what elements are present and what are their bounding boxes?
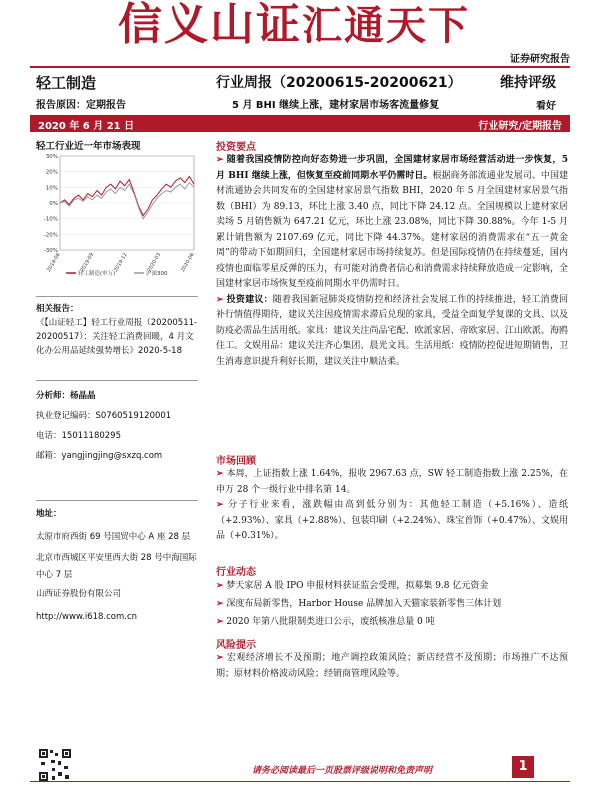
market-performance-chart bbox=[36, 150, 198, 278]
chart-x-tick-label: 2020-06 bbox=[180, 252, 196, 274]
chart-y-tick-label: 20% bbox=[45, 169, 58, 176]
page-number: 1 bbox=[512, 756, 534, 778]
sidebar-divider bbox=[36, 500, 198, 501]
address-taiyuan: 太原市府西街 69 号国贸中心 A 座 28 层 bbox=[36, 532, 191, 542]
section-title-industry-news: 行业动态 bbox=[216, 567, 256, 578]
section-title-highlights: 投资要点 bbox=[216, 142, 256, 153]
bullet-arrow-icon: ➢ bbox=[216, 617, 224, 627]
date-bar bbox=[30, 115, 570, 132]
company-name: 山西证券股份有限公司 bbox=[36, 589, 122, 599]
related-reports bbox=[36, 302, 198, 358]
company-website[interactable]: http://www.i618.com.cn bbox=[36, 612, 138, 622]
bullet-arrow-icon: ➢ bbox=[216, 294, 224, 305]
chart-series-line bbox=[60, 183, 194, 219]
chart-y-tick-label: -10% bbox=[43, 216, 58, 223]
advice-bold: 投资建议： bbox=[226, 294, 273, 305]
report-title: 行业周报（20200615-20200621） bbox=[216, 75, 462, 91]
header-divider bbox=[30, 66, 570, 68]
bullet-arrow-icon: ➢ bbox=[216, 599, 224, 609]
chart-x-tick-label: 2019-12 bbox=[113, 252, 129, 274]
industry-name: 轻工制造 bbox=[36, 74, 97, 92]
highlight-body: 根据商务部流通业发展司、中国建材流通协会共同发布的全国建材家居景气指数 BHI，2020 年 5 月全国建材家居景气指数（BHI）为 89.13，环比上涨 3.40 点，同比下降 24.12 点。全国规模以上建材家居卖场 5 月销售额为 647.21 亿元，环比上涨 23.08%，同比下降 30.88%。今年 1-5 月累计销售额为 2107.69 亿元，同比下降 44.37%。建材家居的消费需求在“五一黄金周”的带动下如期回归，全国建材家居市场持续复苏。但是国际疫情仍在持续蔓延，国内疫情也面临零星反弹的压力，有可能对消费者信心和消费需求持续释放造成一定影响，全国建材家居市场恢复至疫前同期水平仍需时日。 bbox=[216, 170, 568, 289]
report-headline: 5 月 BHI 继续上涨，建材家居市场客流量修复 bbox=[232, 100, 440, 111]
chart-y-tick-label: 10% bbox=[45, 185, 58, 192]
news-item-2: 深度布局新零售，Harbor House 品牌加入天猫家装新零售三体计划 bbox=[226, 599, 502, 609]
chart-legend-label: 沪深300 bbox=[146, 271, 168, 277]
logo-text-a: 信义山证 bbox=[118, 0, 302, 50]
chart-x-tick-label: 2019-06 bbox=[46, 252, 62, 274]
section-risks bbox=[216, 651, 568, 682]
analyst-cert: 执业登记编码：S0760519120001 bbox=[36, 411, 172, 421]
bullet-arrow-icon: ➢ bbox=[216, 500, 224, 510]
chart-x-tick-label: 2020-03 bbox=[146, 252, 163, 274]
bullet-arrow-icon: ➢ bbox=[216, 469, 224, 479]
news-item-1: 梦天家居 A 股 IPO 申报材料获证监会受理，拟募集 9.8 亿元资金 bbox=[226, 581, 489, 591]
related-title: 相关报告： bbox=[36, 304, 79, 314]
chart-y-tick-label: 30% bbox=[45, 154, 58, 160]
section-title-market-review: 市场回顾 bbox=[216, 456, 256, 467]
risk-text: 宏观经济增长不及预期；地产调控政策风险；新店经营不及预期；市场推广不达预期；原材料价格波动风险；经销商管理风险等。 bbox=[216, 653, 568, 679]
highlight-bold: 随着我国疫情防控向好态势进一步巩固，全国建材家居市场经营活动进一步恢复，5 月 BHI 继续上涨，但恢复至疫前同期水平仍需时日。 bbox=[216, 155, 568, 181]
address-info bbox=[36, 506, 198, 626]
qr-code-icon bbox=[38, 748, 72, 782]
chart-y-tick-label: 0% bbox=[49, 201, 58, 207]
bullet-arrow-icon: ➢ bbox=[216, 155, 224, 165]
chart-x-tick-label: 2019-09 bbox=[79, 252, 96, 274]
company-logo bbox=[118, 0, 470, 58]
analyst-phone: 电话：15011180295 bbox=[36, 431, 121, 441]
bullet-arrow-icon: ➢ bbox=[216, 581, 224, 591]
related-report-link[interactable]: 《【山证轻工】轻工行业周报（20200511-20200517）：关注轻工消费回暖，4 月文化办公用品延续强势增长》2020-5-18 bbox=[36, 318, 198, 356]
chart-y-tick-label: -20% bbox=[43, 232, 58, 239]
footer-divider bbox=[30, 781, 570, 782]
report-date: 2020 年 6 月 21 日 bbox=[38, 121, 135, 132]
sidebar-divider bbox=[36, 380, 198, 381]
analyst-info bbox=[36, 386, 198, 466]
bullet-arrow-icon: ➢ bbox=[216, 653, 224, 663]
report-type: 证券研究报告 bbox=[510, 54, 570, 65]
chart-series-line bbox=[60, 176, 194, 215]
analyst-name: 分析师：杨晶晶 bbox=[36, 391, 96, 401]
disclaimer-text: 请务必阅读最后一页股票评级说明和免责声明 bbox=[252, 766, 433, 776]
section-title-risks: 风险提示 bbox=[216, 640, 256, 651]
logo-text-b: 汇通天下 bbox=[302, 3, 470, 49]
chart-title: 轻工行业近一年市场表现 bbox=[36, 141, 141, 152]
rating-label: 维持评级 bbox=[500, 75, 556, 91]
report-reason: 报告原因：定期报告 bbox=[36, 100, 126, 111]
chart-y-tick-label: -30% bbox=[43, 248, 58, 254]
chart-legend-label: 轻工制造(申万) bbox=[78, 271, 116, 277]
market-review-2: 分子行业来看，涨跌幅由高到低分别为：其他轻工制造（+5.16%）、造纸（+2.93%）、家具（+2.88%）、包装印刷（+2.24%）、珠宝首饰（+0.47%）、文娱用品（+0.31%）。 bbox=[216, 500, 568, 541]
address-beijing: 北京市西城区平安里西大街 28 号中海国际中心 7 层 bbox=[36, 553, 197, 580]
rating-value: 看好 bbox=[536, 101, 556, 112]
analyst-email[interactable]: 邮箱：yangjingjing@sxzq.com bbox=[36, 451, 163, 461]
report-category: 行业研究/定期报告 bbox=[478, 121, 562, 132]
advice-body: 随着我国新冠肺炎疫情防控和经济社会发展工作的持续推进，轻工消费回补行情值得期待，建议关注因疫情需求滞后兑现的家具，受益全面复学复课的文具、以及防疫必需品生活用纸。家具：建议关注尚品宅配、欧派家居、帝欧家居、江山欧派、海鸥住工。文娱用品：建议关注齐心集团、晨光文具。生活用纸：疫情防控促进短期销售，卫生消毒意识提升利好长期，建议关注中顺洁柔。 bbox=[216, 294, 568, 367]
section-market-review bbox=[216, 467, 568, 545]
section-industry-news bbox=[216, 577, 568, 631]
market-review-1: 本周，上证指数上涨 1.64%，报收 2967.63 点，SW 轻工制造指数上涨 2.25%，在申万 28 个一级行业中排名第 14。 bbox=[216, 469, 568, 495]
sidebar-divider bbox=[36, 296, 198, 297]
news-item-3: 2020 年第八批限制类进口公示，废纸核准总量 0 吨 bbox=[226, 617, 435, 627]
address-title: 地址： bbox=[36, 509, 62, 519]
section-highlights bbox=[216, 153, 568, 370]
